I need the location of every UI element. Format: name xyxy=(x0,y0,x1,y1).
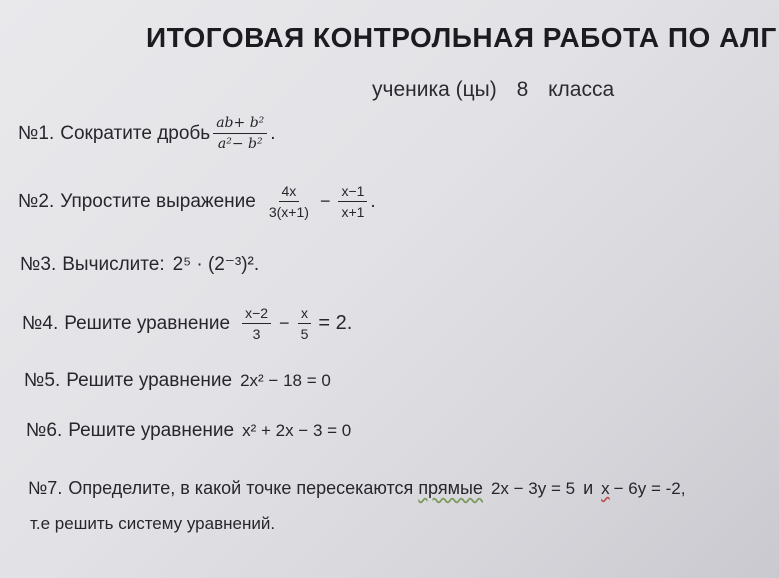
task-7-line-2 xyxy=(30,514,275,534)
task-3 xyxy=(20,253,259,276)
fraction-numerator: x xyxy=(298,306,311,324)
fraction-numerator: x−2 xyxy=(242,306,271,324)
minus-sign: − xyxy=(279,313,290,333)
task-1 xyxy=(18,116,276,151)
task-number: №2. xyxy=(18,190,55,212)
fraction xyxy=(213,116,267,151)
task-text: Решите уравнение xyxy=(66,370,233,391)
task-text: т.е решить систему уравнений. xyxy=(30,514,276,533)
task-number: №5. xyxy=(24,370,61,391)
equation-1: 2x − 3y = 5 xyxy=(490,478,576,498)
fraction-1 xyxy=(266,184,312,219)
student-label: ученика (цы) xyxy=(372,78,497,101)
fraction-denominator: 3 xyxy=(252,326,261,342)
task-end: . xyxy=(370,190,376,212)
task-text: Вычислите: xyxy=(62,253,165,275)
page-title: ИТОГОВАЯ КОНТРОЛЬНАЯ РАБОТА ПО АЛГ xyxy=(146,22,777,53)
task-7 xyxy=(28,478,685,499)
task-4 xyxy=(22,306,352,341)
fraction-2 xyxy=(338,184,367,219)
task-2 xyxy=(18,184,376,219)
task-5 xyxy=(24,370,331,392)
grade-number: 8 xyxy=(516,78,529,101)
task-expression: 2⁵ · (2⁻³)². xyxy=(172,254,260,275)
fraction-denominator: x+1 xyxy=(341,204,365,220)
task-text: Определите, в какой точке пересекаются xyxy=(68,478,414,498)
task-number: №1. xyxy=(18,122,55,144)
task-text: Сократите дробь xyxy=(60,122,211,144)
student-line xyxy=(372,78,628,102)
task-text: Решите уравнение xyxy=(68,420,235,441)
task-number: №4. xyxy=(22,312,59,334)
task-text: Решите уравнение xyxy=(64,312,231,334)
task-6 xyxy=(26,420,351,442)
fraction-denominator: 3(x+1) xyxy=(268,204,309,220)
fraction-denominator: 5 xyxy=(300,326,309,342)
fraction-1 xyxy=(242,306,271,341)
minus-sign: − xyxy=(319,191,331,211)
class-label: класса xyxy=(548,78,615,101)
fraction-2 xyxy=(298,306,312,341)
fraction-denominator: a²− b² xyxy=(217,136,263,152)
task-expression: 2x² − 18 = 0 xyxy=(240,371,331,390)
task-end: . xyxy=(270,122,276,144)
fraction-numerator: 4x xyxy=(279,184,300,202)
task-number: №7. xyxy=(28,478,63,498)
task-text: Упростите выражение xyxy=(60,190,256,212)
task-number: №6. xyxy=(26,420,63,441)
conjunction: и xyxy=(583,478,594,498)
equation-2: − 6y = -2, xyxy=(613,478,686,498)
task-number: №3. xyxy=(20,253,57,275)
task-text-underlined: прямые xyxy=(418,478,483,498)
equation-rhs: = 2. xyxy=(318,312,353,334)
task-expression: x² + 2x − 3 = 0 xyxy=(242,421,352,440)
fraction-numerator: ab+ b² xyxy=(213,116,267,134)
equation-2-variable: x xyxy=(601,478,610,498)
fraction-numerator: x−1 xyxy=(338,184,367,202)
